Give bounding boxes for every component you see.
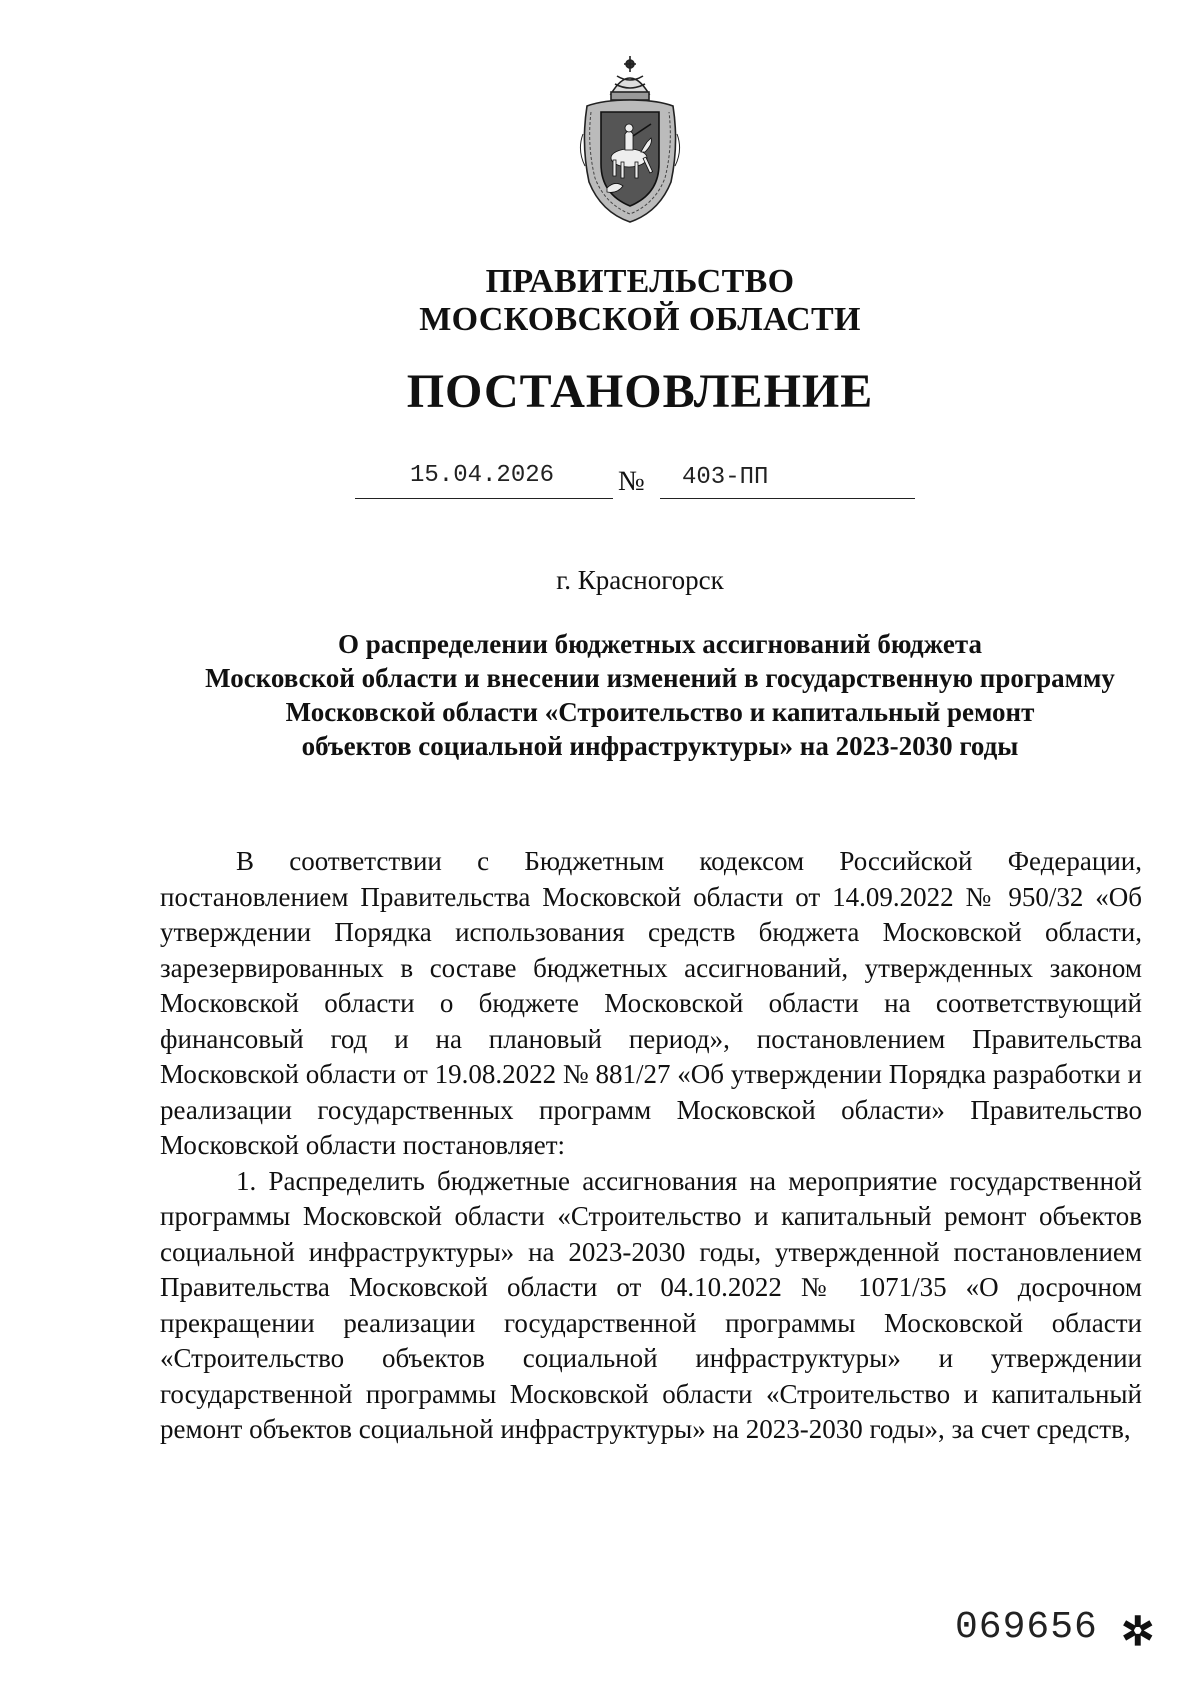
document-title <box>160 627 1160 763</box>
number-sign: № <box>618 466 645 497</box>
document-type-heading: ПОСТАНОВЛЕНИЕ <box>406 365 874 418</box>
document-number: 403-ПП <box>682 464 769 491</box>
body-paragraph: 1. Распределить бюджетные ассигнования на мероприятие государственной программы Московской области «Строительство и капитальный ремонт объектов социальной инфраструктуры» на 2023-2030 годы, утвержденной постановлением Правительства Московской области от 04.10.2022 № 1071/35 «О досрочном прекращении реализации государственной программы Московской области «Строительство объектов социальной инфраструктуры» и утверждении государственной программы Московской области «Строительство и капитальный ремонт объектов социальной инфраструктуры» на 2023-2030 годы», за счет средств, <box>160 1165 1142 1444</box>
number-underline <box>660 498 915 499</box>
city-of-issue: г. Красногорск <box>556 565 724 595</box>
document-body <box>160 844 1142 1448</box>
page-serial-number: 069656 <box>955 1606 1098 1649</box>
document-date: 15.04.2026 <box>410 462 555 489</box>
title-line: Московской области «Строительство и капитальный ремонт <box>285 697 1035 727</box>
asterisk-icon: ✲ <box>1121 1609 1155 1654</box>
date-underline <box>355 498 613 499</box>
title-line: объектов социальной инфраструктуры» на 2023-2030 годы <box>301 731 1019 761</box>
coat-of-arms-icon <box>577 54 683 226</box>
title-line: О распределении бюджетных ассигнований бюджета <box>338 629 982 659</box>
organization-name-line-2: МОСКОВСКОЙ ОБЛАСТИ <box>419 301 861 338</box>
title-line: Московской области и внесении изменений в государственную программу <box>205 663 1115 693</box>
body-paragraph: В соответствии с Бюджетным кодексом Российской Федерации, постановлением Правительства Московской области от 14.09.2022 № 950/32 «Об утверждении Порядка использования средств бюджета Московской области, зарезервированных в составе бюджетных ассигнований, утвержденных законом Московской области о бюджете Московской области на соответствующий финансовый год и на плановый период», постановлением Правительства Московской области от 19.08.2022 № 881/27 «Об утверждении Порядка разработки и реализации государственных программ Московской области» Правительство Московской области постановляет: <box>160 846 1142 1160</box>
organization-name-line-1: ПРАВИТЕЛЬСТВО <box>485 263 795 300</box>
